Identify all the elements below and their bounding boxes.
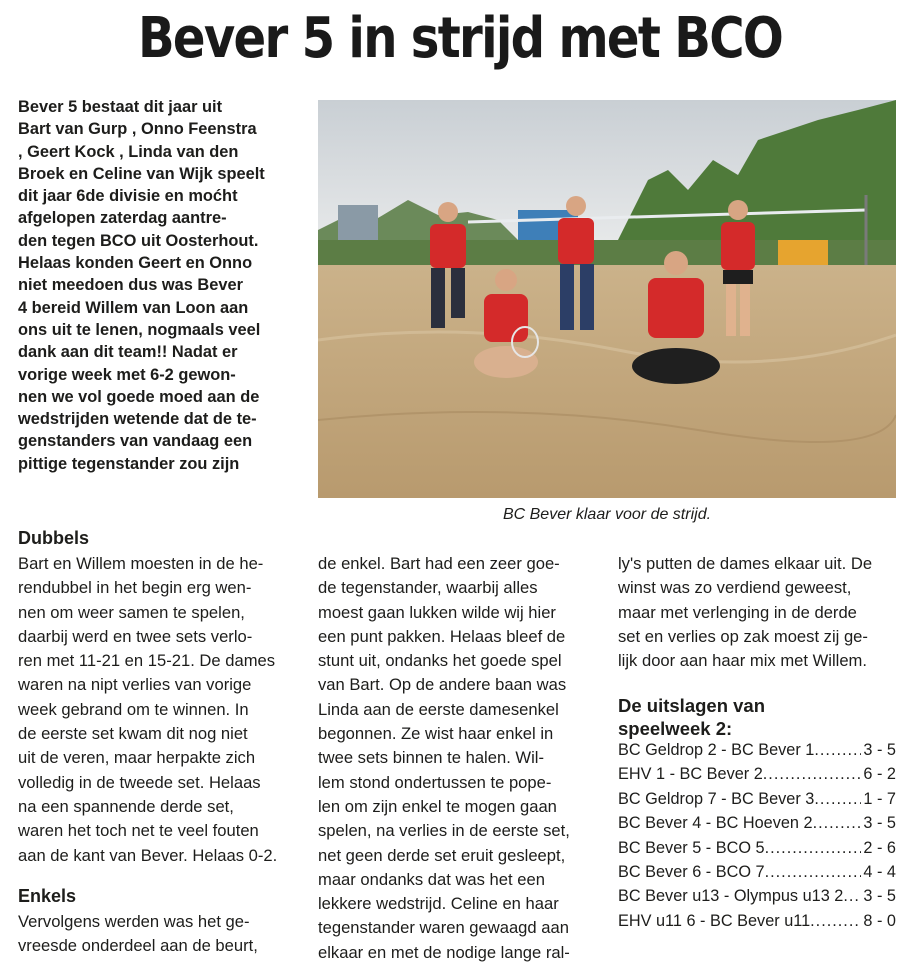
- section-heading-dubbels: Dubbels: [18, 528, 90, 548]
- text-line: winst was zo verdiend geweest,: [618, 578, 852, 598]
- text-line: net geen derde set eruit gesleept,: [318, 845, 566, 865]
- text-line: spelen, na verlies in de eerste set,: [318, 821, 570, 841]
- text-line: week gebrand om te winnen. In: [18, 699, 249, 719]
- result-row: [618, 787, 896, 811]
- results-heading-line: De uitslagen van: [618, 695, 766, 716]
- result-row: [618, 860, 896, 884]
- text-line: len om zijn enkel te mogen gaan: [318, 796, 557, 816]
- text-line: ren met 11-21 en 15-21. De dames: [18, 651, 276, 671]
- intro-line: genstanders van vandaag een: [18, 432, 253, 451]
- result-match: BC Bever u13 - Olympus u13 2: [618, 887, 844, 906]
- text-line: maar ondanks dat was het een: [318, 869, 545, 889]
- text-line: elkaar en met de nodige lange ral-: [318, 942, 570, 962]
- intro-paragraph: [18, 96, 310, 475]
- text-line: volledig in de tweede set. Helaas: [18, 772, 261, 792]
- text-line: ly's putten de dames elkaar uit. De: [618, 554, 873, 573]
- text-line: waren het toch net te veel fouten: [18, 821, 259, 841]
- result-row: [618, 811, 896, 835]
- results-list: [618, 738, 896, 933]
- result-row: [618, 762, 896, 786]
- text-line: een punt pakken. Helaas bleef de: [318, 626, 566, 646]
- leader-dots: [763, 762, 862, 786]
- results-heading-line: speelweek 2:: [618, 718, 733, 739]
- leader-dots: [813, 811, 862, 835]
- result-match: BC Bever 6 - BCO 7: [618, 863, 765, 882]
- intro-line: wedstrijden wetende dat de te-: [18, 410, 257, 429]
- text-line: lem stond ondertussen te pope-: [318, 772, 552, 792]
- result-score: 3 - 5: [863, 741, 896, 759]
- leader-dots: [765, 860, 862, 884]
- enkels-body: [18, 910, 258, 959]
- text-line: begonnen. Ze wist haar enkel in: [318, 724, 554, 744]
- result-score: 6 - 2: [863, 765, 896, 784]
- dubbels-body: [18, 552, 277, 868]
- result-row: [618, 909, 896, 933]
- result-row: [618, 738, 896, 762]
- text-line: vreesde onderdeel aan de beurt,: [18, 936, 258, 956]
- intro-line: pittige tegenstander zou zijn: [18, 454, 240, 473]
- intro-line: dit jaar 6de divisie en moćht: [18, 187, 238, 206]
- text-line: de eerste set kwam dit nog niet: [18, 724, 248, 744]
- column-2-body: [318, 552, 570, 965]
- result-match: BC Geldrop 7 - BC Bever 3: [618, 789, 815, 808]
- result-match: EHV u11 6 - BC Bever u11: [618, 911, 811, 930]
- section-heading-enkels: Enkels: [18, 886, 77, 906]
- intro-line: nen we vol goede moed aan de: [18, 387, 260, 406]
- text-line: set en verlies op zak moest zij ge-: [618, 626, 868, 646]
- intro-line: vorige week met 6-2 gewon-: [18, 365, 236, 384]
- intro-line: den tegen BCO uit Oosterhout.: [18, 231, 259, 250]
- text-line: daarbij werd en twee sets verlo-: [18, 626, 253, 646]
- text-line: van Bart. Op de andere baan was: [318, 675, 567, 695]
- result-score: 3 - 5: [863, 887, 896, 906]
- text-line: na een spannende derde set,: [18, 796, 234, 816]
- text-line: uit de veren, maar herpakte zich: [18, 748, 256, 768]
- text-line: tegenstander waren gewaagd aan: [318, 918, 569, 938]
- result-score: 2 - 6: [863, 838, 896, 857]
- headline: Bever 5 in strijd met BCO: [137, 6, 783, 71]
- text-line: rendubbel in het begin erg wen-: [18, 578, 252, 598]
- intro-line: dank aan dit team!! Nadat er: [18, 343, 238, 362]
- result-row: [618, 884, 896, 908]
- leader-dots: [843, 884, 861, 908]
- results-heading: [618, 694, 765, 740]
- intro-line: Bever 5 bestaat dit jaar uit: [18, 98, 223, 116]
- intro-line: Bart van Gurp , Onno Feenstra: [18, 120, 257, 139]
- result-score: 1 - 7: [863, 789, 896, 808]
- result-score: 8 - 0: [863, 911, 896, 930]
- text-line: de enkel. Bart had een zeer goe-: [318, 554, 560, 573]
- text-line: lekkere wedstrijd. Celine en haar: [318, 894, 559, 914]
- text-line: Linda aan de eerste damesenkel: [318, 699, 559, 719]
- text-line: moest gaan lukken wilde wij hier: [318, 602, 556, 622]
- text-line: Vervolgens werden was het ge-: [18, 912, 250, 931]
- intro-line: ons uit te lenen, nogmaals veel: [18, 320, 261, 339]
- text-line: twee sets binnen te halen. Wil-: [318, 748, 544, 768]
- intro-line: 4 bereid Willem van Loon aan: [18, 298, 249, 317]
- text-line: waren na nipt verlies van vorige: [18, 675, 252, 695]
- result-match: BC Bever 4 - BC Hoeven 2: [618, 814, 813, 833]
- text-line: aan de kant van Bever. Helaas 0-2.: [18, 845, 278, 865]
- intro-line: niet meedoen dus was Bever: [18, 276, 243, 295]
- team-photo: [318, 100, 896, 498]
- text-line: de tegenstander, waarbij alles: [318, 578, 538, 598]
- photo-caption: BC Bever klaar voor de strijd.: [502, 506, 712, 523]
- result-score: 4 - 4: [863, 863, 896, 882]
- text-line: lijk door aan haar mix met Willem.: [618, 651, 867, 671]
- intro-line: afgelopen zaterdag aantre-: [18, 209, 227, 228]
- intro-line: , Geert Kock , Linda van den: [18, 142, 239, 161]
- intro-line: Broek en Celine van Wijk speelt: [18, 164, 265, 183]
- text-line: nen om weer samen te spelen,: [18, 602, 245, 622]
- text-line: maar met verlenging in de derde: [618, 602, 857, 622]
- intro-line: Helaas konden Geert en Onno: [18, 254, 253, 273]
- text-line: stunt uit, ondanks het goede spel: [318, 651, 562, 671]
- result-row: [618, 836, 896, 860]
- leader-dots: [810, 909, 861, 933]
- result-match: EHV 1 - BC Bever 2: [618, 765, 763, 784]
- text-line: Bart en Willem moesten in de he-: [18, 554, 264, 573]
- result-score: 3 - 5: [863, 814, 896, 833]
- leader-dots: [765, 836, 862, 860]
- result-match: BC Geldrop 2 - BC Bever 1: [618, 741, 815, 759]
- result-match: BC Bever 5 - BCO 5: [618, 838, 765, 857]
- leader-dots: [814, 738, 861, 762]
- column-3-body: [618, 552, 872, 673]
- leader-dots: [814, 787, 861, 811]
